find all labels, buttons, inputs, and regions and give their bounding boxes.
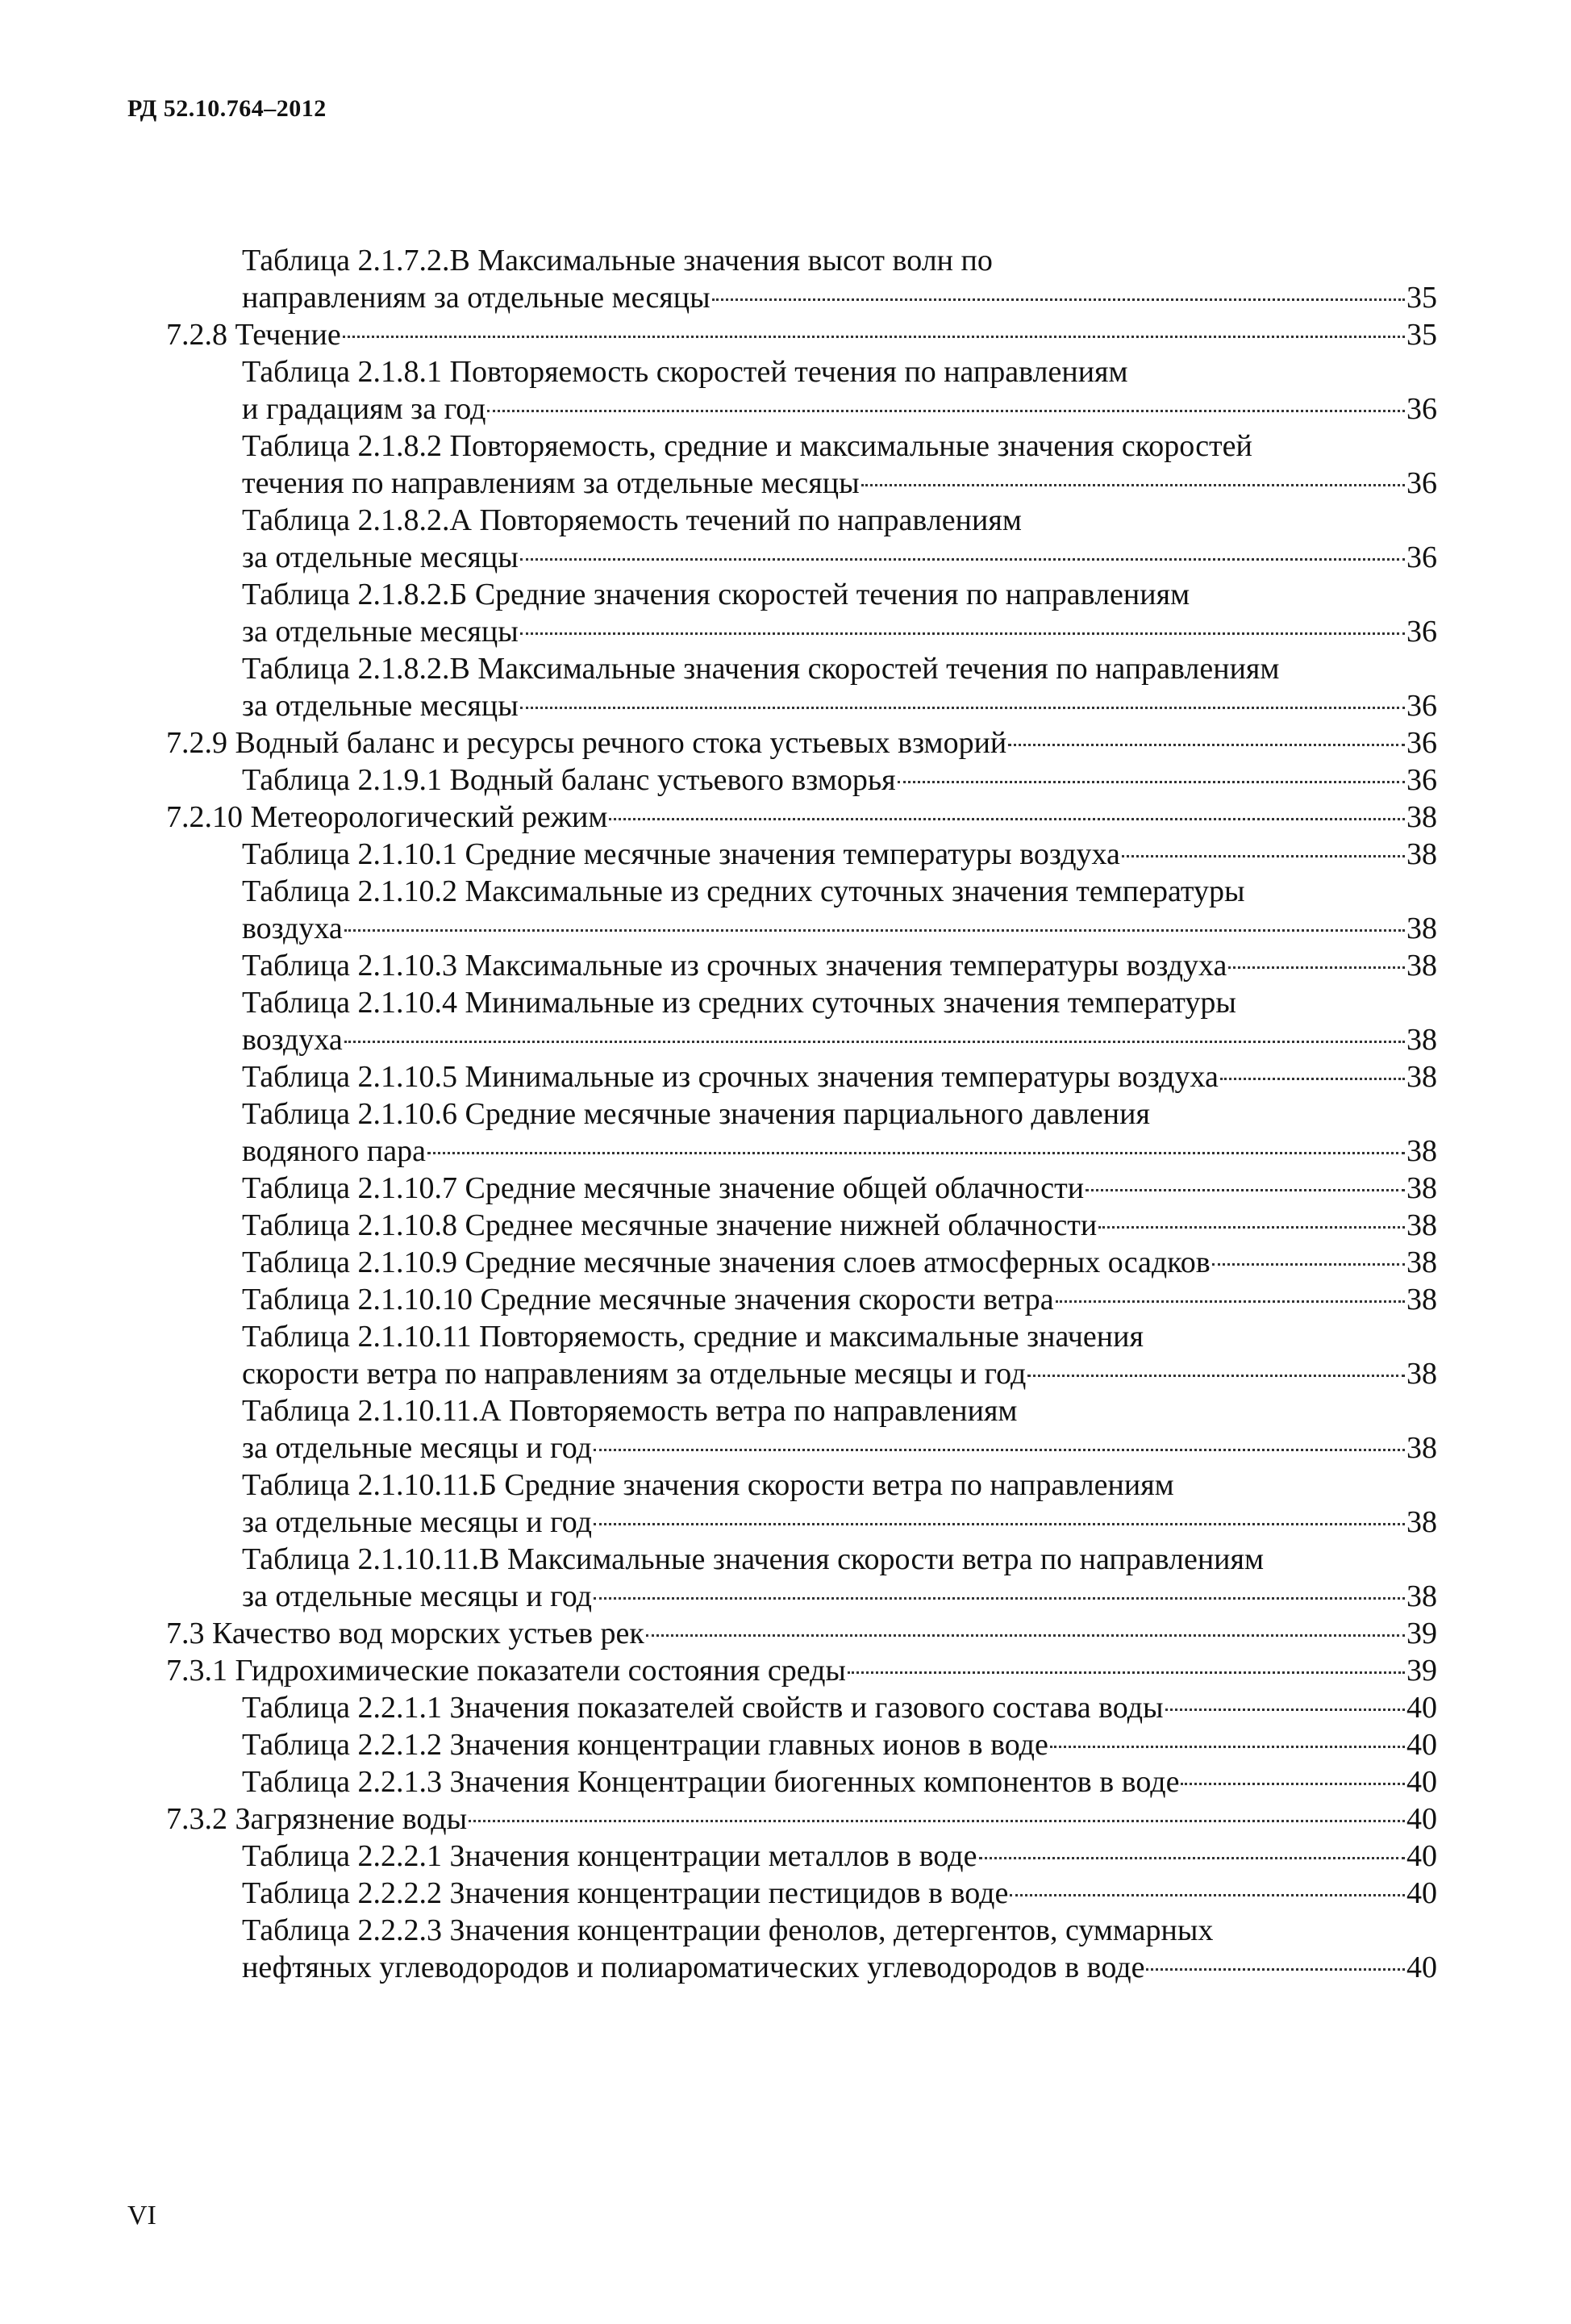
toc-entry-title: Таблица 2.1.10.11.В Максимальные значения скорости ветра по направлениям [242, 1542, 1265, 1576]
toc-table-entry [242, 1281, 1437, 1318]
toc-entry-title: Таблица 2.1.9.1 Водный баланс устьевого взморья [242, 763, 896, 797]
toc-page-number: 38 [1406, 1431, 1437, 1465]
toc-page-number: 40 [1406, 1951, 1437, 1984]
toc-entry-line [242, 539, 1437, 576]
toc-section-entry [166, 724, 1437, 761]
toc-entry-title: 7.2.8 Течение [166, 318, 341, 352]
toc-entry-line [242, 1244, 1437, 1281]
toc-entry-title: Таблица 2.1.10.11 Повторяемость, средние и максимальные значения [242, 1320, 1144, 1354]
toc-entry-title: Таблица 2.2.1.1 Значения показателей свойств и газового состава воды [242, 1691, 1164, 1725]
toc-entry-title: Таблица 2.1.8.2 Повторяемость, средние и максимальные значения скоростей [242, 429, 1252, 463]
dot-leader [594, 1597, 1405, 1600]
toc-entry-title: Таблица 2.1.10.4 Минимальные из средних суточных значения температуры [242, 986, 1236, 1020]
toc-table-entry [242, 1541, 1437, 1615]
toc-entry-title: нефтяных углеводородов и полиароматических углеводородов в воде [242, 1951, 1145, 1984]
dot-leader [1181, 1783, 1405, 1785]
toc-entry-line [242, 1504, 1437, 1541]
dot-leader [861, 484, 1405, 486]
toc-table-entry [242, 761, 1437, 799]
dot-leader [848, 1671, 1405, 1674]
dot-leader [1220, 1078, 1405, 1080]
toc-entry-title: Таблица 2.1.10.6 Средние месячные значения парциального давления [242, 1097, 1150, 1131]
toc-entry-line [242, 1058, 1437, 1095]
toc-table-entry [242, 1838, 1437, 1875]
toc-entry-line [166, 799, 1437, 836]
dot-leader [979, 1857, 1406, 1859]
toc-entry-line [242, 836, 1437, 873]
toc-table-entry [242, 1763, 1437, 1800]
dot-leader [344, 1041, 1405, 1043]
toc-entry-title: Таблица 2.1.10.3 Максимальные из срочных значения температуры воздуха [242, 949, 1227, 983]
toc-entry-title: Таблица 2.1.10.2 Максимальные из средних суточных значения температуры [242, 874, 1245, 908]
toc-section-entry [166, 1800, 1437, 1838]
dot-leader [487, 410, 1405, 412]
toc-entry-title: скорости ветра по направлениям за отдельные месяцы и год [242, 1357, 1027, 1391]
toc-table-entry [242, 1875, 1437, 1912]
toc-entry-line [242, 687, 1437, 724]
toc-table-entry [242, 1207, 1437, 1244]
toc-section-entry [166, 1652, 1437, 1689]
dot-leader [520, 632, 1405, 635]
toc-table-entry [242, 353, 1437, 428]
dot-leader [469, 1820, 1405, 1822]
toc-entry-title: воздуха [242, 912, 343, 945]
toc-entry-line [242, 1578, 1437, 1615]
toc-entry-title: Таблица 2.1.8.2.Б Средние значения скоростей течения по направлениям [242, 578, 1190, 611]
dot-leader [1086, 1189, 1405, 1191]
dot-leader [520, 707, 1405, 709]
toc-entry-line [242, 1726, 1437, 1763]
toc-table-entry [242, 502, 1437, 576]
toc-page-number: 40 [1406, 1691, 1437, 1725]
toc-page-number: 38 [1406, 800, 1437, 834]
toc-page-number: 38 [1406, 1579, 1437, 1613]
toc-entry-line [166, 1652, 1437, 1689]
toc-page-number: 38 [1406, 912, 1437, 945]
toc-page-number: 36 [1406, 615, 1437, 649]
toc-table-entry [242, 873, 1437, 947]
toc-entry-title: Таблица 2.2.1.3 Значения Концентрации биогенных компонентов в воде [242, 1765, 1180, 1799]
toc-entry-title: 7.3.2 Загрязнение воды [166, 1802, 468, 1836]
toc-page-number: 40 [1406, 1876, 1437, 1910]
toc-page-number: 38 [1406, 1245, 1437, 1279]
toc-table-entry [242, 576, 1437, 650]
toc-table-entry [242, 1689, 1437, 1726]
toc-entry-line [242, 1133, 1437, 1170]
toc-page-number: 36 [1406, 466, 1437, 500]
toc-page-number: 40 [1406, 1839, 1437, 1873]
toc-entry-line [242, 1207, 1437, 1244]
toc-entry-title: за отдельные месяцы [242, 615, 519, 649]
toc-page-number: 39 [1406, 1654, 1437, 1688]
toc-entry-title: Таблица 2.1.8.2.В Максимальные значения скоростей течения по направлениям [242, 652, 1280, 686]
dot-leader [712, 298, 1405, 301]
toc-entry-line [242, 1689, 1437, 1726]
toc-entry-line [242, 465, 1437, 502]
toc-page-number: 36 [1406, 763, 1437, 797]
toc-table-entry [242, 650, 1437, 724]
toc-page-number: 38 [1406, 1060, 1437, 1094]
toc-entry-title: течения по направлениям за отдельные месяцы [242, 466, 860, 500]
toc-page-number: 36 [1406, 726, 1437, 760]
toc-page-number: 36 [1406, 392, 1437, 426]
toc-table-entry [242, 1244, 1437, 1281]
dot-leader [1008, 744, 1405, 746]
toc-table-entry [242, 947, 1437, 984]
toc-entry-line [242, 947, 1437, 984]
toc-entry-title: Таблица 2.2.2.3 Значения концентрации фенолов, детергентов, суммарных [242, 1913, 1214, 1947]
toc-entry-title: Таблица 2.1.10.1 Средние месячные значения температуры воздуха [242, 837, 1120, 871]
toc-entry-title: Таблица 2.1.10.11.А Повторяемость ветра по направлениям [242, 1394, 1018, 1428]
toc-page-number: 38 [1406, 837, 1437, 871]
toc-table-entry [242, 1318, 1437, 1392]
toc-entry-title: Таблица 2.1.10.10 Средние месячные значения скорости ветра [242, 1283, 1054, 1316]
dot-leader [1056, 1300, 1405, 1303]
toc-entry-title: 7.2.10 Метеорологический режим [166, 800, 608, 834]
dot-leader [1010, 1894, 1405, 1896]
toc-entry-title: за отдельные месяцы [242, 540, 519, 574]
toc-entry-title: за отдельные месяцы и год [242, 1579, 592, 1613]
toc-entry-title: Таблица 2.1.10.7 Средние месячные значение общей облачности [242, 1171, 1085, 1205]
toc-entry-line [166, 1800, 1437, 1838]
toc-entry-title: Таблица 2.1.10.5 Минимальные из срочных значения температуры воздуха [242, 1060, 1219, 1094]
toc-entry-line [166, 724, 1437, 761]
toc-page-number: 38 [1406, 1134, 1437, 1168]
toc-table-entry [242, 1467, 1437, 1541]
toc-entry-line [242, 761, 1437, 799]
toc-entry-title: водяного пара [242, 1134, 426, 1168]
toc-page-number: 35 [1406, 318, 1437, 352]
dot-leader [594, 1449, 1405, 1451]
toc-entry-title: за отдельные месяцы и год [242, 1431, 592, 1465]
toc-entry-line [242, 910, 1437, 947]
toc-table-entry [242, 1392, 1437, 1467]
toc-entry-title: Таблица 2.1.8.1 Повторяемость скоростей течения по направлениям [242, 355, 1128, 389]
toc-entry-line [242, 1021, 1437, 1058]
toc-table-entry [242, 242, 1437, 316]
dot-leader [1027, 1375, 1405, 1377]
toc-entry-title: за отдельные месяцы [242, 689, 519, 723]
toc-entry-title: Таблица 2.2.2.1 Значения концентрации металлов в воде [242, 1839, 977, 1873]
dot-leader [427, 1152, 1405, 1154]
toc-section-entry [166, 316, 1437, 353]
toc-entry-line [242, 1763, 1437, 1800]
toc-page-number: 38 [1406, 1283, 1437, 1316]
toc-page-number: 40 [1406, 1802, 1437, 1836]
toc-table-entry [242, 836, 1437, 873]
toc-entry-title: направлениям за отдельные месяцы [242, 281, 710, 315]
toc-page-number: 39 [1406, 1617, 1437, 1650]
toc-page-number: 36 [1406, 689, 1437, 723]
dot-leader [1165, 1709, 1405, 1711]
toc-table-entry [242, 1058, 1437, 1095]
toc-entry-line [242, 279, 1437, 316]
toc-table-entry [242, 1095, 1437, 1170]
dot-leader [1122, 855, 1405, 857]
toc-entry-line [242, 1281, 1437, 1318]
dot-leader [1228, 966, 1405, 969]
toc-entry-title: Таблица 2.2.2.2 Значения концентрации пестицидов в воде [242, 1876, 1009, 1910]
toc-entry-title: Таблица 2.1.10.8 Среднее месячные значение нижней облачности [242, 1208, 1098, 1242]
document-code: РД 52.10.764–2012 [127, 95, 327, 122]
toc-entry-title: Таблица 2.1.10.11.Б Средние значения скорости ветра по направлениям [242, 1468, 1174, 1502]
toc-entry-line [242, 1170, 1437, 1207]
toc-page-number: 36 [1406, 540, 1437, 574]
toc-entry-title: 7.3.1 Гидрохимические показатели состояния среды [166, 1654, 846, 1688]
toc-table-entry [242, 428, 1437, 502]
toc-entry-title: Таблица 2.1.10.9 Средние месячные значения слоев атмосферных осадков [242, 1245, 1211, 1279]
toc-page-number: 38 [1406, 949, 1437, 983]
toc-page-number: 38 [1406, 1208, 1437, 1242]
dot-leader [898, 781, 1405, 783]
toc-page-number: 38 [1406, 1171, 1437, 1205]
dot-leader [594, 1523, 1405, 1525]
toc-page-number: 40 [1406, 1765, 1437, 1799]
toc-page-number: 38 [1406, 1023, 1437, 1057]
dot-leader [609, 818, 1405, 820]
toc-table-entry [242, 1912, 1437, 1986]
toc-entry-line [242, 613, 1437, 650]
toc-entry-line [242, 390, 1437, 428]
toc-table-entry [242, 1170, 1437, 1207]
dot-leader [520, 558, 1405, 561]
toc-section-entry [166, 799, 1437, 836]
dot-leader [1050, 1746, 1405, 1748]
dot-leader [1146, 1968, 1405, 1971]
dot-leader [343, 336, 1405, 338]
toc-entry-line [166, 316, 1437, 353]
toc-entry-title: Таблица 2.1.7.2.В Максимальные значения высот волн по [242, 244, 993, 277]
toc-entry-line [242, 1875, 1437, 1912]
toc-entry-title: 7.3 Качество вод морских устьев рек [166, 1617, 644, 1650]
toc-entry-line [242, 1949, 1437, 1986]
toc-page-number: 38 [1406, 1357, 1437, 1391]
toc-page-number: 38 [1406, 1505, 1437, 1539]
dot-leader [1212, 1263, 1405, 1266]
dot-leader [646, 1634, 1405, 1637]
toc-entry-line [242, 1838, 1437, 1875]
toc-entry-title: и градациям за год [242, 392, 486, 426]
toc-entry-title: Таблица 2.2.1.2 Значения концентрации главных ионов в воде [242, 1728, 1048, 1762]
toc-table-entry [242, 984, 1437, 1058]
toc-entry-title: за отдельные месяцы и год [242, 1505, 592, 1539]
dot-leader [344, 929, 1405, 932]
toc-entry-line [242, 1355, 1437, 1392]
toc-entry-line [242, 1429, 1437, 1467]
page-number: VI [127, 2201, 156, 2230]
toc-page-number: 40 [1406, 1728, 1437, 1762]
toc-table-entry [242, 1726, 1437, 1763]
toc-page-number: 35 [1406, 281, 1437, 315]
toc-entry-title: воздуха [242, 1023, 343, 1057]
toc-entry-title: Таблица 2.1.8.2.А Повторяемость течений по направлениям [242, 503, 1022, 537]
toc-entry-line [166, 1615, 1437, 1652]
toc-section-entry [166, 1615, 1437, 1652]
toc-entry-title: 7.2.9 Водный баланс и ресурсы речного стока устьевых взморий [166, 726, 1007, 760]
dot-leader [1098, 1226, 1405, 1229]
